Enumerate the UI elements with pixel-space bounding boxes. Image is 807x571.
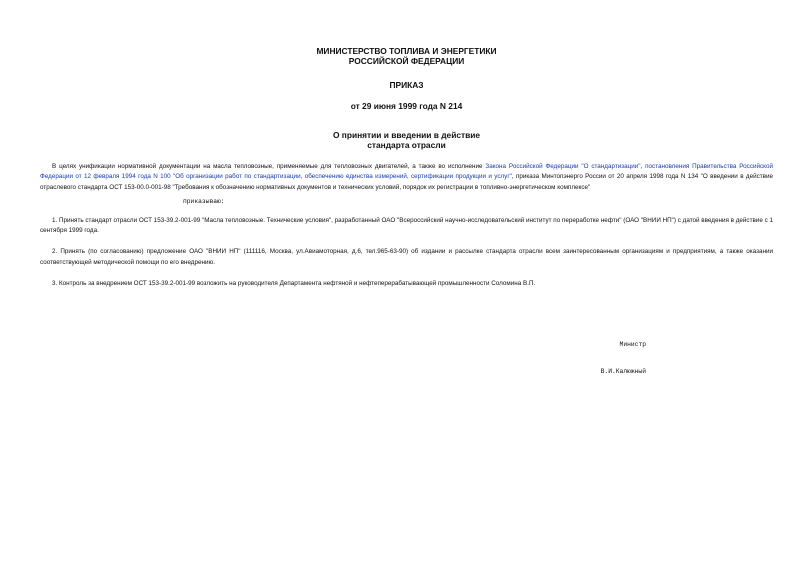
subject-line1: О принятии и введении в действие [332, 130, 481, 140]
law-link[interactable]: Закона Российской Федерации "О стандартизации" [485, 163, 641, 170]
intro-separator: , [640, 163, 646, 170]
government-decree-link[interactable]: постановления Правительства Российской Федерации от 12 февраля 1994 года N 100 "Об организации работ по стандартизации, обеспечению единства измерений, сертификации продукции и услуг" [40, 163, 774, 181]
signature-block [562, 322, 646, 394]
intro-paragraph [40, 162, 773, 193]
order-item-1: 1. Принять стандарт отрасли ОСТ 153-39.2-001-99 "Масла тепловозные. Технические условия", разработанный ОАО "Всероссийский научно-исследовательский институт по переработке нефти" (ОАО "ВНИИ НП") с датой введения в действие с 1 сентября 1999 года. [40, 216, 773, 235]
ministry-name-line1: МИНИСТЕРСТВО ТОПЛИВА И ЭНЕРГЕТИКИ [316, 46, 497, 56]
document-date-number: от 29 июня 1999 года N 214 [350, 101, 463, 111]
document-type: ПРИКАЗ [389, 80, 424, 90]
document-subject [40, 130, 773, 150]
signatory-name: В.И.Калюжный [600, 368, 646, 375]
subject-line2: стандарта отрасли [367, 140, 446, 150]
ministry-header [40, 46, 773, 66]
document-page [40, 40, 774, 375]
intro-text-start: В целях унификации нормативной документации на масла тепловозные, применяемые для тепловозных двигателей, а также во исполнение [52, 163, 486, 170]
ministry-name-line2: РОССИЙСКОЙ ФЕДЕРАЦИИ [348, 56, 465, 66]
intro-text-end: , приказа Минтопэнерго России от 20 апреля 1998 года N 134 "О введении в действие отраслевого стандарта ОСТ 153-00.0-001-98 "Требования к обозначению нормативных документов и технических условий, порядок их регистрации в топливно-энергетическом комплексе" [40, 173, 773, 191]
signatory-title: Министр [619, 341, 646, 348]
order-word: приказываю: [183, 197, 225, 205]
order-item-3: 3. Контроль за внедрением ОСТ 153-39.2-001-99 возложить на руководителя Департамента нефтяной и нефтеперерабатывающей промышленности Соломина В.П. [52, 280, 536, 288]
order-item-2: 2. Принять (по согласованию) предложение ОАО "ВНИИ НП" (111116, Москва, ул.Авиамоторная, д.6, тел.965-63-90) об издании и рассылке стандарта отрасли всем заинтересованным организациям и предприятиям, а также оказании соответствующей методической помощи по его внедрению. [40, 248, 773, 266]
